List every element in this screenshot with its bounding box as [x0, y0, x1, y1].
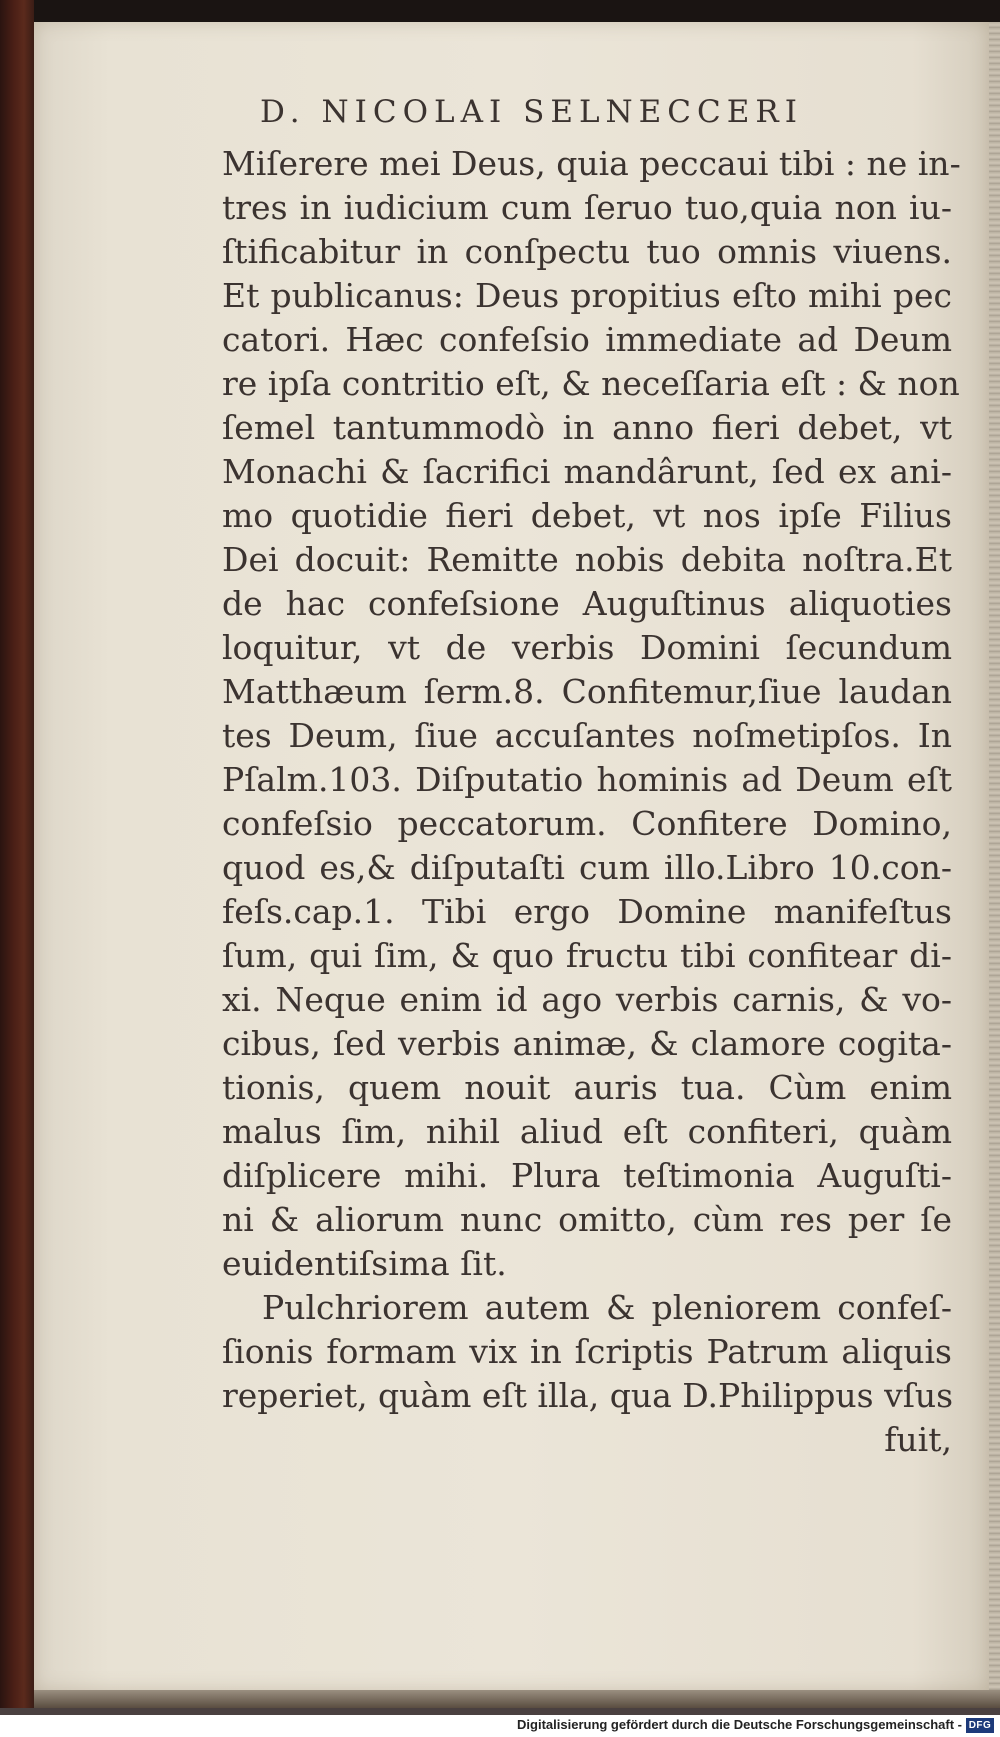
text-line: Et publicanus: Deus propitius eſto mihi pec	[222, 276, 952, 315]
text-line: tres in iudicium cum ſeruo tuo,quia non iu-	[222, 188, 952, 227]
text-line: Matthæum ſerm.8. Confitemur,ſiue laudan	[222, 672, 952, 711]
text-line: xi. Neque enim id ago verbis carnis, & vo-	[222, 980, 952, 1019]
text-line: quod es,& diſputaſti cum illo.Libro 10.con-	[222, 848, 952, 887]
text-line: malus ſim, nihil aliud eſt confiteri, quàm	[222, 1112, 952, 1151]
text-line: ſemel tantummodò in anno fieri debet, vt	[222, 408, 952, 447]
body-text	[222, 142, 961, 1462]
text-line: ſionis formam vix in ſcriptis Patrum aliquis	[222, 1332, 952, 1371]
text-line: Pulchriorem autem & pleniorem confeſ-	[262, 1288, 952, 1327]
book-spine	[0, 0, 34, 1737]
text-line: ni & aliorum nunc omitto, cùm res per ſe	[222, 1200, 952, 1239]
page-fore-edge	[989, 22, 1000, 1690]
text-line: Pſalm.103. Diſputatio hominis ad Deum eſt	[222, 760, 952, 799]
text-line: catori. Hæc confeſsio immediate ad Deum	[222, 320, 952, 359]
text-line: re ipſa contritio eſt, & neceſſaria eſt : & non	[222, 364, 960, 403]
text-line: feſs.cap.1. Tibi ergo Domine manifeſtus	[222, 892, 952, 931]
text-line: Miſerere mei Deus, quia peccaui tibi : ne in-	[222, 144, 961, 183]
running-head: D. NICOLAI SELNECCERI	[260, 94, 803, 130]
text-line: cibus, ſed verbis animæ, & clamore cogita-	[222, 1024, 952, 1063]
text-line: loquitur, vt de verbis Domini ſecundum	[222, 628, 952, 667]
scan-border	[0, 1708, 1000, 1715]
text-line: reperiet, quàm eſt illa, qua D.Philippus vſus	[222, 1376, 954, 1415]
text-line: tes Deum, ſiue accuſantes noſmetipſos. In	[222, 716, 952, 755]
funding-credit: Digitalisierung gefördert durch die Deutsche Forschungsgemeinschaft -	[517, 1717, 962, 1732]
catchword: fuit,	[884, 1420, 952, 1459]
text-line: euidentiſsima ſit.	[222, 1244, 507, 1283]
text-line: mo quotidie fieri debet, vt nos ipſe Filius	[222, 496, 952, 535]
text-line: ſtificabitur in conſpectu tuo omnis viuens.	[222, 232, 952, 271]
text-line: de hac confeſsione Auguſtinus aliquoties	[222, 584, 952, 623]
text-line: ſum, qui ſim, & quo fructu tibi confitear di-	[222, 936, 952, 975]
text-line: tionis, quem nouit auris tua. Cùm enim	[222, 1068, 952, 1107]
dfg-logo: DFG	[966, 1718, 994, 1733]
text-line: diſplicere mihi. Plura teſtimonia Auguſti-	[222, 1156, 952, 1195]
text-line: Dei docuit: Remitte nobis debita noſtra.Et	[222, 540, 952, 579]
page-bottom-edge	[34, 1690, 1000, 1708]
text-line: Monachi & ſacrifici mandârunt, ſed ex ani-	[222, 452, 952, 491]
digitization-footer	[0, 1715, 1000, 1737]
text-line: confeſsio peccatorum. Confitere Domino,	[222, 804, 952, 843]
